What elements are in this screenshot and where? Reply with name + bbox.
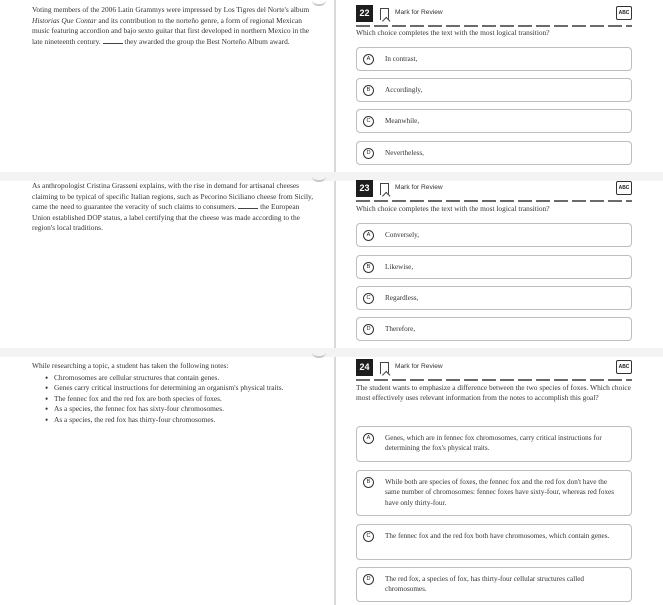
passage-text [32, 5, 314, 47]
choice-text: While both are species of foxes, the fennec fox and the red fox don't have the same number of chromosomes: fennec foxes have sixty-four, whereas red foxes have only thirty-four. [385, 478, 615, 507]
abc-eliminator-button[interactable]: ABC [616, 360, 632, 374]
mark-for-review-button[interactable]: Mark for Review [395, 9, 443, 16]
question-header [356, 180, 632, 197]
mark-for-review-button[interactable]: Mark for Review [395, 363, 443, 370]
question-separator [0, 348, 663, 357]
choice-text: Regardless, [385, 294, 419, 302]
note-item: • Genes carry critical instructions for determining an organism's physical traits. [54, 383, 314, 394]
question-header [356, 359, 632, 376]
answer-choice-a[interactable] [356, 426, 632, 462]
passage-segment: and its contribution to the norteño genre, a form of regional Mexican music featuring accordion and bajo sexto guitar that first developed in northern Mexico in the late nineteenth century. [32, 15, 310, 46]
abc-eliminator-button[interactable]: ABC [616, 6, 632, 20]
passage-segment: they awarded the group the Best Norteño Album award. [122, 36, 290, 46]
answer-choice-a[interactable] [356, 47, 632, 71]
choice-text: Meanwhile, [385, 117, 420, 125]
header-dashed-rule [356, 25, 632, 27]
answer-choice-d[interactable] [356, 317, 632, 341]
note-item: • Chromosomes are cellular structures that contain genes. [54, 373, 314, 384]
choice-letter: C [363, 531, 374, 542]
choice-letter: A [363, 54, 374, 65]
notes-list [32, 373, 314, 426]
passage-text [32, 361, 314, 426]
passage-segment: As anthropologist Cristina Grasseni explains, with the rise in demand for artisanal cheeses claiming to be typical of specific Italian regions, such as Pecorino Siciliano cheese from Sicily, came the need to guarantee the veracity of such claims to consumers. [32, 181, 314, 212]
header-dashed-rule [356, 200, 632, 202]
answer-choice-c[interactable] [356, 109, 632, 133]
choice-letter: A [363, 433, 374, 444]
question-header [356, 5, 632, 22]
choice-text: Nevertheless, [385, 149, 424, 157]
question-prompt: Which choice completes the text with the most logical transition? [356, 28, 550, 37]
bookmark-icon[interactable] [380, 362, 389, 374]
question-number: 22 [356, 5, 373, 22]
abc-eliminator-button[interactable]: ABC [616, 181, 632, 195]
answer-choice-c[interactable] [356, 524, 632, 560]
answer-choice-a[interactable] [356, 223, 632, 247]
choice-letter: C [363, 293, 374, 304]
choice-text: Accordingly, [385, 86, 423, 94]
passage-segment: Voting members of the 2006 Latin Grammys were impressed by Los Tigres del Norte's album [32, 5, 310, 14]
answer-choice-d[interactable] [356, 141, 632, 165]
note-item: • As a species, the red fox has thirty-four chromosomes. [54, 415, 314, 426]
choice-text: Conversely, [385, 231, 420, 239]
question-number: 24 [356, 359, 373, 376]
panel-divider[interactable] [334, 0, 336, 605]
choice-letter: D [363, 324, 374, 335]
question-number: 23 [356, 180, 373, 197]
answer-choice-b[interactable] [356, 255, 632, 279]
choice-letter: C [363, 116, 374, 127]
question-prompt: The student wants to emphasize a difference between the two species of foxes. Which choice most effectively uses relevant information from the notes to accomplish this goal? [356, 383, 631, 403]
passage-segment: the European Union established DOP status, a label certifying that the cheese was made according to the region's local traditions. [32, 202, 300, 233]
answer-choice-d[interactable] [356, 567, 632, 602]
bookmark-icon[interactable] [380, 8, 389, 20]
choice-text: Genes, which are in fennec fox chromosomes, carry critical instructions for determining the fox's physical traits. [385, 434, 602, 453]
answer-choice-b[interactable] [356, 78, 632, 102]
choice-letter: B [363, 262, 374, 273]
answer-blank [238, 202, 258, 209]
answer-choice-b[interactable] [356, 470, 632, 516]
choice-text: In contrast, [385, 55, 418, 63]
choice-text: The fennec fox and the red fox both have chromosomes, which contain genes. [385, 532, 610, 540]
choice-text: The red fox, a species of fox, has thirty-four cellular structures called chromosomes. [385, 575, 584, 594]
choice-letter: B [363, 85, 374, 96]
note-item: • The fennec fox and the red fox are both species of foxes. [54, 394, 314, 405]
resize-handle[interactable] [312, 0, 326, 6]
choice-letter: A [363, 230, 374, 241]
answer-blank [103, 37, 123, 44]
answer-choice-c[interactable] [356, 286, 632, 310]
album-title: Historias Que Contar [32, 15, 97, 25]
choice-text: Therefore, [385, 325, 416, 333]
choice-letter: D [363, 148, 374, 159]
choice-letter: D [363, 574, 374, 585]
passage-text [32, 181, 314, 234]
resize-handle[interactable] [312, 176, 326, 182]
notes-intro: While researching a topic, a student has taken the following notes: [32, 361, 229, 370]
resize-handle[interactable] [312, 352, 326, 358]
bookmark-icon[interactable] [380, 183, 389, 195]
choice-text: Likewise, [385, 263, 414, 271]
note-item: • As a species, the fennec fox has sixty-four chromosomes. [54, 404, 314, 415]
question-prompt: Which choice completes the text with the most logical transition? [356, 204, 550, 213]
choice-letter: B [363, 477, 374, 488]
header-dashed-rule [356, 379, 632, 381]
mark-for-review-button[interactable]: Mark for Review [395, 184, 443, 191]
